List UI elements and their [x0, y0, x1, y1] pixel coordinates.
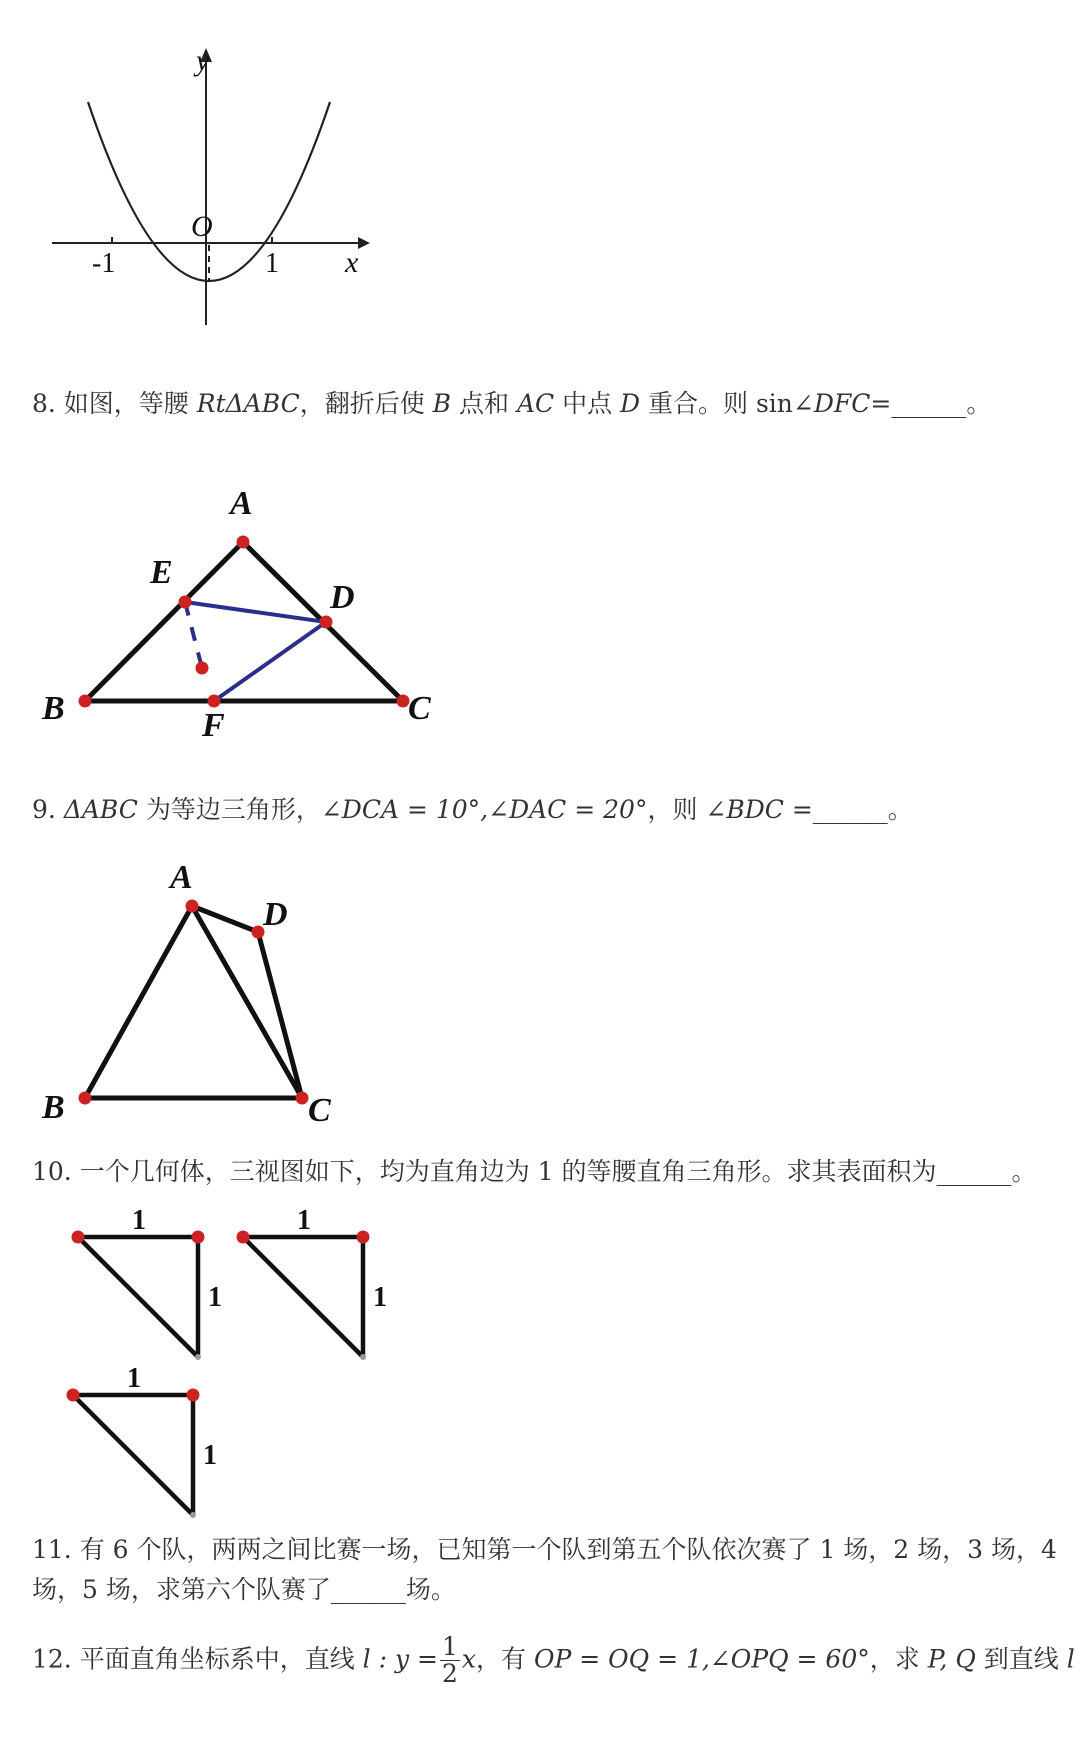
label-c: C: [408, 690, 431, 727]
tick-label-one: 1: [265, 248, 279, 279]
point-e: [179, 596, 192, 609]
q9-text: 9.: [32, 795, 64, 824]
label-d: D: [263, 896, 288, 933]
triangle-abc: [85, 542, 403, 701]
fraction-numerator: 1: [442, 1632, 458, 1661]
origin-label: O: [191, 210, 213, 243]
side-top-label: 1: [127, 1363, 141, 1394]
q8-math: B: [432, 389, 452, 418]
q8-text: 中点: [554, 389, 621, 418]
x-axis-arrow-icon: [358, 237, 370, 249]
q12-math: x: [461, 1644, 477, 1674]
triangle-fold-figure: [30, 490, 470, 760]
side-right-label: 1: [373, 1282, 387, 1313]
point-b: [79, 695, 92, 708]
q12-math: l: [1066, 1644, 1075, 1674]
point-a: [186, 900, 199, 913]
label-b: B: [42, 690, 65, 727]
side-top-label: 1: [132, 1205, 146, 1236]
q8-math: RtΔABC: [196, 389, 300, 418]
question-11-line2: 场，5 场，求第六个队赛了______场。: [32, 1575, 456, 1604]
q9-math: ∠DCA = 10°,∠DAC = 20°: [320, 795, 648, 824]
fold-dashed-line: [185, 602, 202, 668]
fold-segments: [185, 602, 326, 701]
question-8: [32, 384, 991, 420]
label-a: A: [230, 490, 253, 522]
label-c: C: [308, 1092, 331, 1129]
equilateral-figure: [30, 855, 370, 1135]
three-views-figure: [40, 1195, 420, 1535]
question-11-line1: 11. 有 6 个队，两两之间比赛一场，已知第一个队到第五个队依次赛了 1 场，2 场，3 场，4: [32, 1535, 1057, 1564]
tick-label-neg-one: -1: [92, 248, 116, 279]
q8-math: ∠DFC: [792, 389, 871, 418]
side-right-label: 1: [203, 1440, 217, 1471]
view-top: [67, 1363, 218, 1518]
q8-text: 重合。则 sin: [640, 389, 793, 418]
q8-math: D: [620, 389, 641, 418]
q8-text: 点和: [451, 389, 517, 418]
point-f: [208, 695, 221, 708]
view-side: [237, 1205, 388, 1360]
question-10: 10. 一个几何体，三视图如下，均为直角边为 1 的等腰直角三角形。求其表面积为______。: [32, 1157, 1037, 1186]
label-a: A: [170, 859, 193, 896]
q9-blank: ______。: [812, 795, 913, 824]
q9-text: 为等边三角形，: [137, 795, 321, 824]
label-e: E: [150, 554, 173, 591]
point-folded-b: [196, 662, 209, 675]
side-top-label: 1: [297, 1205, 311, 1236]
side-right-label: 1: [208, 1282, 222, 1313]
label-f: F: [202, 707, 225, 744]
point-c: [296, 1092, 309, 1105]
q12-fraction: [440, 1634, 460, 1688]
label-b: B: [42, 1089, 65, 1126]
triangle-abc: [85, 906, 302, 1098]
q8-blank: =______。: [870, 389, 992, 418]
point-d: [320, 616, 333, 629]
fraction-denominator: 2: [442, 1659, 458, 1689]
q8-text: 8. 如图，等腰: [32, 389, 197, 418]
q12-text: ，求: [869, 1644, 928, 1674]
q9-text: ，则: [647, 795, 706, 824]
y-axis-label: y: [196, 44, 210, 77]
q12-text: 12. 平面直角坐标系中，直线: [32, 1644, 363, 1674]
q9-math: ∠BDC =: [705, 795, 813, 824]
point-a: [237, 536, 250, 549]
q9-math: ΔABC: [63, 795, 138, 824]
x-axis-label: x: [345, 246, 359, 279]
parabola-curve: [88, 102, 330, 281]
parabola-figure: [40, 40, 420, 370]
q8-math: AC: [516, 389, 555, 418]
q12-text: ，有: [476, 1644, 534, 1674]
q12-math: OP = OQ = 1,∠OPQ = 60°: [533, 1644, 870, 1674]
question-12: [32, 1634, 1075, 1688]
q12-math: P, Q: [927, 1644, 976, 1674]
q12-math: l : y =: [362, 1644, 438, 1674]
label-d: D: [330, 579, 355, 616]
question-9: [32, 790, 913, 826]
view-front: [72, 1205, 223, 1360]
q12-text: 到直线: [975, 1644, 1067, 1674]
point-b: [79, 1092, 92, 1105]
q8-text: ，翻折后使: [299, 389, 433, 418]
